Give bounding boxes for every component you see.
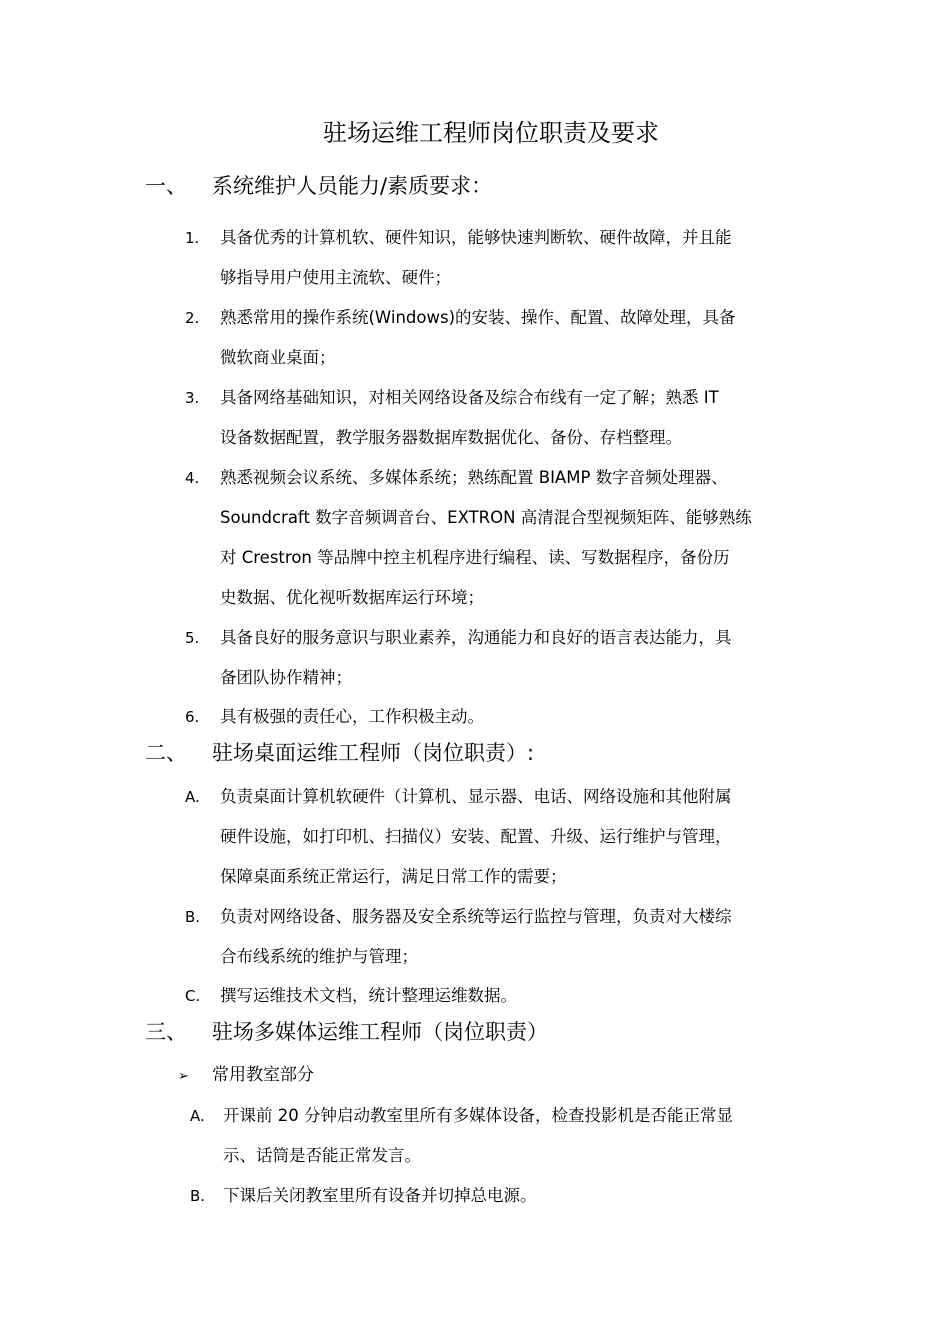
bullet-item (178, 1055, 314, 1097)
list-item (190, 1176, 815, 1216)
list-item-text: 负责桌面计算机软硬件（计算机、显示器、电话、网络设施和其他附属 硬件设施，如打印机、扫描仪）安装、配置、升级、运行维护与管理， 保障桌面系统正常运行，满足日常工作的需要； (220, 787, 732, 886)
section-title: 驻场桌面运维工程师（岗位职责）: (212, 741, 535, 765)
list-marker: A. (185, 788, 200, 806)
list-item-text: 熟悉视频会议系统、多媒体系统；熟练配置 BIAMP 数字音频处理器、 Soundcraft 数字音频调音台、EXTRON 高清混合型视频矩阵、能够熟练 对 Crestron 等品牌中控主机程序进行编程、读、写数据程序，备份历 史数据、优化视听数据库运行环境； (220, 468, 752, 607)
list-marker: A. (190, 1107, 205, 1125)
section-heading-2 (145, 738, 534, 768)
section-heading-1 (145, 171, 492, 201)
section-number: 二、 (145, 741, 187, 765)
list-item-text: 开课前 20 分钟启动教室里所有多媒体设备，检查投影机是否能正常显 示、话筒是否能正常发言。 (223, 1106, 733, 1165)
list-marker: 6. (185, 708, 200, 726)
list-item (185, 218, 810, 298)
document-title: 驻场运维工程师岗位职责及要求 (323, 119, 659, 147)
list-marker: 1. (185, 229, 200, 247)
list-item (185, 976, 810, 1016)
section-title: 驻场多媒体运维工程师（岗位职责） (212, 1020, 548, 1044)
bullet-text: 常用教室部分 (212, 1065, 314, 1085)
list-item (190, 1096, 815, 1176)
list-item-text: 具备网络基础知识，对相关网络设备及综合布线有一定了解；熟悉 IT 设备数据配置，教学服务器数据库数据优化、备份、存档整理。 (220, 388, 719, 447)
list-item (185, 298, 810, 378)
list-marker: B. (185, 908, 201, 926)
list-item (185, 458, 810, 618)
list-item-text: 负责对网络设备、服务器及安全系统等运行监控与管理，负责对大楼综 合布线系统的维护与管理； (220, 907, 732, 966)
list-marker: B. (190, 1187, 206, 1205)
list-item (185, 378, 810, 458)
list-item-text: 撰写运维技术文档，统计整理运维数据。 (220, 986, 517, 1005)
arrow-bullet-icon: ➢ (178, 1069, 189, 1084)
list-item-text: 熟悉常用的操作系统(Windows)的安装、操作、配置、故障处理，具备 微软商业桌面； (220, 308, 736, 367)
section-heading-3 (145, 1017, 548, 1047)
section-number: 一、 (145, 174, 187, 198)
list-marker: 2. (185, 309, 200, 327)
list-item-text: 具有极强的责任心，工作积极主动。 (220, 707, 484, 726)
list-item (185, 618, 810, 698)
list-marker: 3. (185, 389, 200, 407)
section-number: 三、 (145, 1020, 187, 1044)
list-item (185, 777, 810, 897)
list-item-text: 具备优秀的计算机软、硬件知识，能够快速判断软、硬件故障，并且能 够指导用户使用主流软、硬件； (220, 228, 732, 287)
list-marker: 4. (185, 469, 200, 487)
list-item-text: 具备良好的服务意识与职业素养，沟通能力和良好的语言表达能力，具 备团队协作精神； (220, 628, 732, 687)
list-marker: C. (185, 987, 201, 1005)
section-title: 系统维护人员能力/素质要求： (212, 174, 493, 198)
list-item-text: 下课后关闭教室里所有设备并切掉总电源。 (223, 1186, 537, 1205)
list-marker: 5. (185, 629, 200, 647)
list-item (185, 697, 810, 737)
list-item (185, 897, 810, 977)
